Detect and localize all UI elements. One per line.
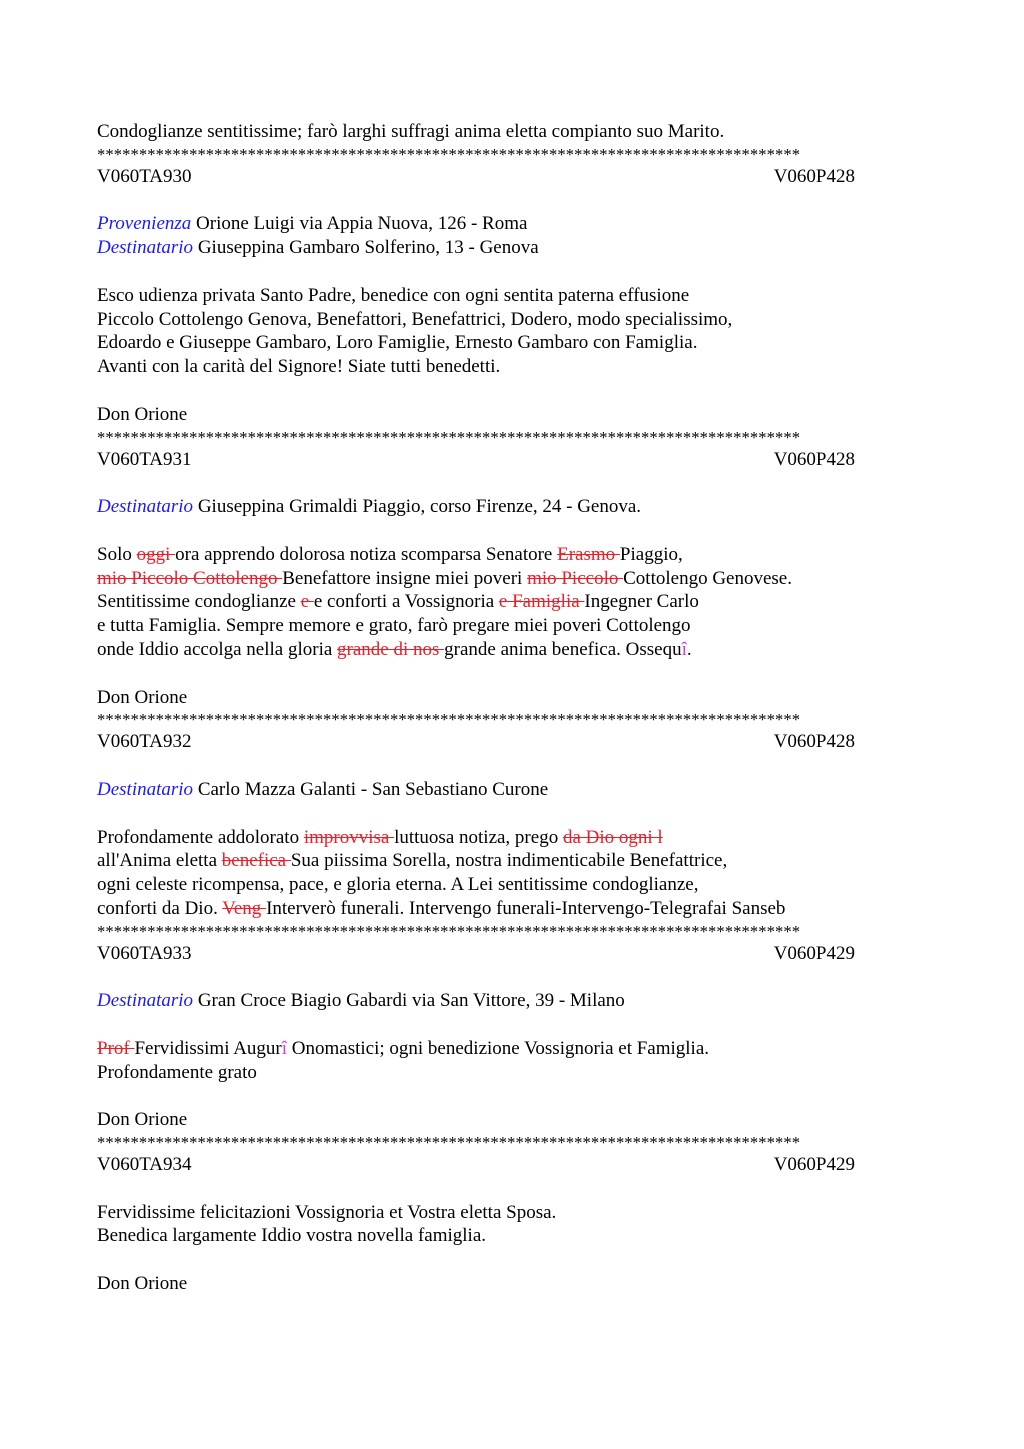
entry-id: V060TA933 xyxy=(97,942,192,964)
body-line xyxy=(97,873,927,897)
destinatario-value: Carlo Mazza Galanti - San Sebastiano Curone xyxy=(193,778,549,800)
separator: ************************************************************************************ xyxy=(97,1133,801,1153)
signature: Don Orione xyxy=(97,1109,188,1131)
destinatario-value: Gran Croce Biagio Gabardi via San Vittore, 39 - Milano xyxy=(193,990,625,1012)
document-page xyxy=(97,120,927,1296)
body-line xyxy=(97,849,927,873)
deleted-text: Veng xyxy=(222,897,267,919)
destinatario-label: Destinatario xyxy=(97,990,194,1012)
destinatario-label: Destinatario xyxy=(97,237,194,259)
destinatario-line xyxy=(97,495,927,519)
text-segment: e tutta Famiglia. Sempre memore e grato, farò pregare miei poveri Cottolengo xyxy=(97,615,691,637)
deleted-text: grande di nos xyxy=(337,638,445,660)
deleted-text: da Dio ogni l xyxy=(562,826,663,848)
body-line: Edoardo e Giuseppe Gambaro, Loro Famiglie, Ernesto Gambaro con Famiglia. xyxy=(97,332,698,354)
deleted-text: Erasmo xyxy=(557,543,620,565)
text-segment: Interverò funerali. Intervengo funerali-Intervengo-Telegrafai Sanseb xyxy=(266,897,786,919)
body-line xyxy=(97,1061,927,1085)
page-ref: V060P429 xyxy=(773,942,855,964)
entry-id: V060TA934 xyxy=(97,1154,192,1176)
page-ref: V060P428 xyxy=(773,165,855,187)
text-segment: Profondamente addolorato xyxy=(97,826,304,848)
provenienza-label: Provenienza xyxy=(97,213,192,235)
separator: ************************************************************************************ xyxy=(97,921,801,941)
text-segment: all'Anima eletta xyxy=(97,850,222,872)
deleted-text: mio Piccolo xyxy=(527,567,624,589)
body-line: Benedica largamente Iddio vostra novella famiglia. xyxy=(97,1225,487,1247)
text-segment: Sentitissime condoglianze xyxy=(97,591,301,613)
text-segment: luttuosa notiza, prego xyxy=(394,826,563,848)
body-line xyxy=(97,543,927,567)
destinatario-line xyxy=(97,778,927,802)
provenienza-line xyxy=(97,212,927,236)
destinatario-value: Giuseppina Gambaro Solferino, 13 - Genova xyxy=(193,237,539,259)
text-segment: Profondamente grato xyxy=(97,1061,257,1083)
destinatario-label: Destinatario xyxy=(97,778,194,800)
body-line xyxy=(97,567,927,591)
body-line xyxy=(97,897,927,921)
text-segment: Piaggio, xyxy=(619,543,683,565)
entry-id: V060TA931 xyxy=(97,448,192,470)
signature: Don Orione xyxy=(97,403,188,425)
text-segment: . xyxy=(686,638,692,660)
body-line xyxy=(97,826,927,850)
signature: Don Orione xyxy=(97,686,188,708)
destinatario-label: Destinatario xyxy=(97,496,194,518)
text-segment: ogni celeste ricompensa, pace, e gloria eterna. A Lei sentitissime condoglianze, xyxy=(97,874,699,896)
text-segment: Fervidissimi Augur xyxy=(134,1037,282,1059)
text-segment: e conforti a Vossignoria xyxy=(313,591,499,613)
text-segment: Sua piissima Sorella, nostra indimenticabile Benefattrice, xyxy=(290,850,728,872)
body-line xyxy=(97,1037,927,1061)
highlighted-char: î xyxy=(681,638,687,660)
deleted-text: benefica xyxy=(221,850,291,872)
text-segment: Benefattore insigne miei poveri xyxy=(282,567,528,589)
body-line: Piccolo Cottolengo Genova, Benefattori, Benefattrici, Dodero, modo specialissimo, xyxy=(97,308,733,330)
deleted-text: e xyxy=(300,591,314,613)
body-line: Esco udienza privata Santo Padre, benedice con ogni sentita paterna effusione xyxy=(97,284,690,306)
separator: ************************************************************************************ xyxy=(97,710,801,730)
body-line xyxy=(97,638,927,662)
text-segment: Ingegner Carlo xyxy=(584,591,699,613)
destinatario-line xyxy=(97,989,927,1013)
text-segment: Cottolengo Genovese. xyxy=(623,567,792,589)
separator: ************************************************************************************ xyxy=(97,144,801,164)
text-segment: Solo xyxy=(97,543,137,565)
entry-header xyxy=(97,942,855,966)
body-line: Avanti con la carità del Signore! Siate tutti benedetti. xyxy=(97,356,501,378)
body-line xyxy=(97,590,927,614)
deleted-text: improvvisa xyxy=(303,826,395,848)
entry-header xyxy=(97,1153,855,1177)
body-line xyxy=(97,614,927,638)
entry-id: V060TA930 xyxy=(97,165,192,187)
entry-header xyxy=(97,730,855,754)
provenienza-value: Orione Luigi via Appia Nuova, 126 - Roma xyxy=(191,213,528,235)
page-ref: V060P428 xyxy=(773,448,855,470)
deleted-text: oggi xyxy=(136,543,176,565)
deleted-text: Prof xyxy=(97,1037,135,1059)
highlighted-char: î xyxy=(281,1037,288,1059)
opening-line: Condoglianze sentitissime; farò larghi suffragi anima eletta compianto suo Marito. xyxy=(97,121,725,142)
entry-header xyxy=(97,165,855,189)
text-segment: onde Iddio accolga nella gloria xyxy=(97,638,338,660)
text-segment: conforti da Dio. xyxy=(97,897,223,919)
text-segment: ora apprendo dolorosa notiza scomparsa Senatore xyxy=(175,543,558,565)
text-segment: Onomastici; ogni benedizione Vossignoria et Famiglia. xyxy=(287,1037,710,1059)
page-ref: V060P428 xyxy=(773,731,855,753)
text-segment: grande anima benefica. Ossequ xyxy=(444,638,682,660)
entry-header xyxy=(97,448,855,472)
page-ref: V060P429 xyxy=(773,1154,855,1176)
separator: ************************************************************************************ xyxy=(97,427,801,447)
destinatario-line xyxy=(97,236,927,260)
deleted-text: mio Piccolo Cottolengo xyxy=(97,567,283,589)
signature: Don Orione xyxy=(97,1273,188,1295)
body-line: Fervidissime felicitazioni Vossignoria et Vostra eletta Sposa. xyxy=(97,1201,557,1223)
deleted-text: e Famiglia xyxy=(498,591,585,613)
destinatario-value: Giuseppina Grimaldi Piaggio, corso Firenze, 24 - Genova. xyxy=(193,496,642,518)
entry-id: V060TA932 xyxy=(97,731,192,753)
